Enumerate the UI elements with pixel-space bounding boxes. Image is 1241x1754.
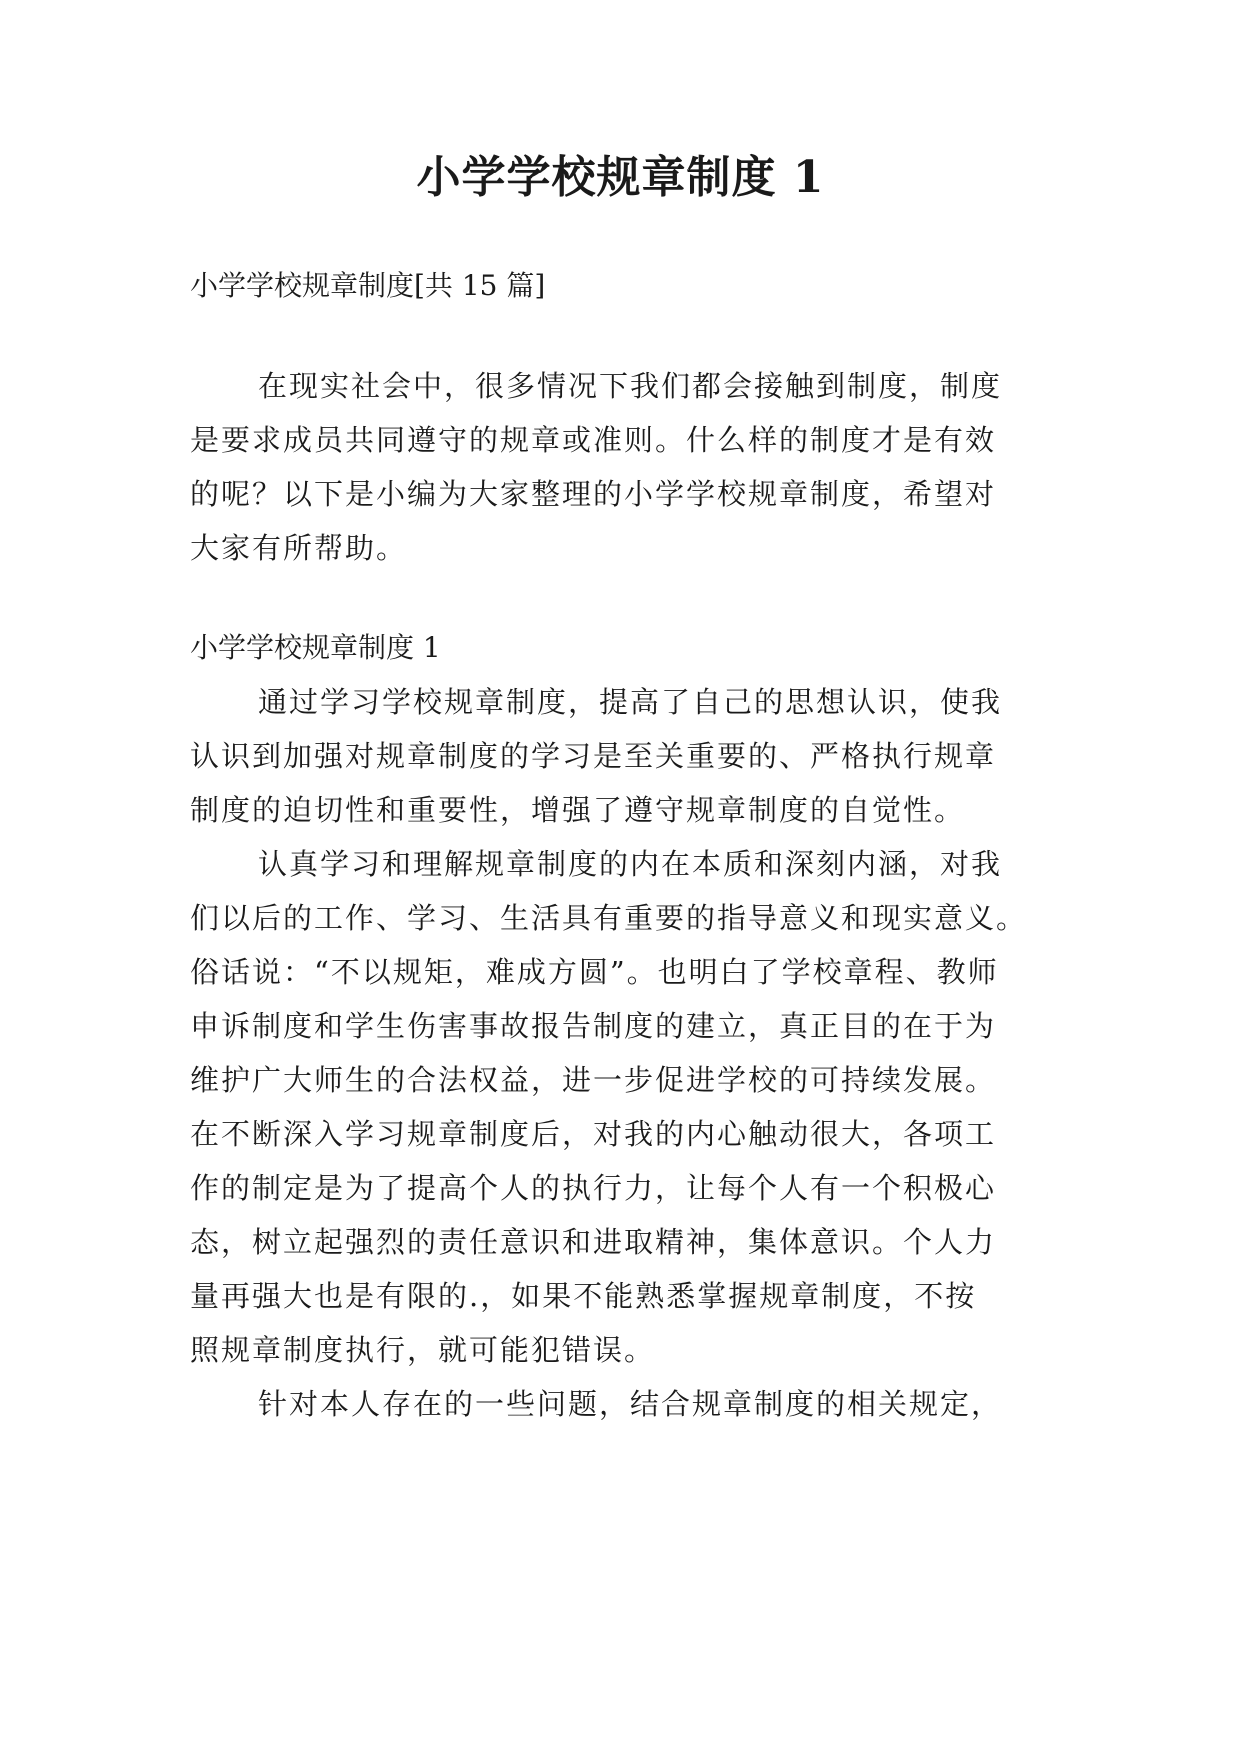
body-line: 申诉制度和学生伤害事故报告制度的建立，真正目的在于为: [190, 1009, 997, 1043]
intro-line: 在现实社会中，很多情况下我们都会接触到制度，制度: [258, 369, 1003, 403]
body-line: 制度的迫切性和重要性，增强了遵守规章制度的自觉性。: [190, 793, 966, 827]
document-title: 小学学校规章制度 1: [416, 152, 825, 203]
body-line: 通过学习学校规章制度，提高了自己的思想认识，使我: [258, 685, 1003, 719]
body-line: 认真学习和理解规章制度的内在本质和深刻内涵，对我: [258, 847, 1003, 881]
body-line: 维护广大师生的合法权益，进一步促进学校的可持续发展。: [190, 1063, 997, 1097]
section-heading: 小学学校规章制度 1: [190, 631, 441, 664]
body-line: 态，树立起强烈的责任意识和进取精神，集体意识。个人力: [190, 1225, 997, 1259]
body-line: 照规章制度执行，就可能犯错误。: [190, 1333, 656, 1367]
intro-line: 的呢？以下是小编为大家整理的小学学校规章制度，希望对: [190, 477, 997, 511]
body-line: 在不断深入学习规章制度后，对我的内心触动很大，各项工: [190, 1117, 997, 1151]
body-line: 认识到加强对规章制度的学习是至关重要的、严格执行规章: [190, 739, 997, 773]
document-subtitle: 小学学校规章制度[共 15 篇]: [190, 269, 546, 302]
body-line: 针对本人存在的一些问题，结合规章制度的相关规定，: [258, 1387, 1003, 1421]
intro-line: 是要求成员共同遵守的规章或准则。什么样的制度才是有效: [190, 423, 997, 457]
body-line: 俗话说：“不以规矩，难成方圆”。也明白了学校章程、教师: [190, 955, 999, 989]
body-line: 量再强大也是有限的.，如果不能熟悉掌握规章制度，不按: [190, 1279, 977, 1313]
body-line: 们以后的工作、学习、生活具有重要的指导意义和现实意义。: [190, 901, 1028, 935]
body-line: 作的制定是为了提高个人的执行力，让每个人有一个积极心: [190, 1171, 997, 1205]
intro-line: 大家有所帮助。: [190, 531, 408, 565]
